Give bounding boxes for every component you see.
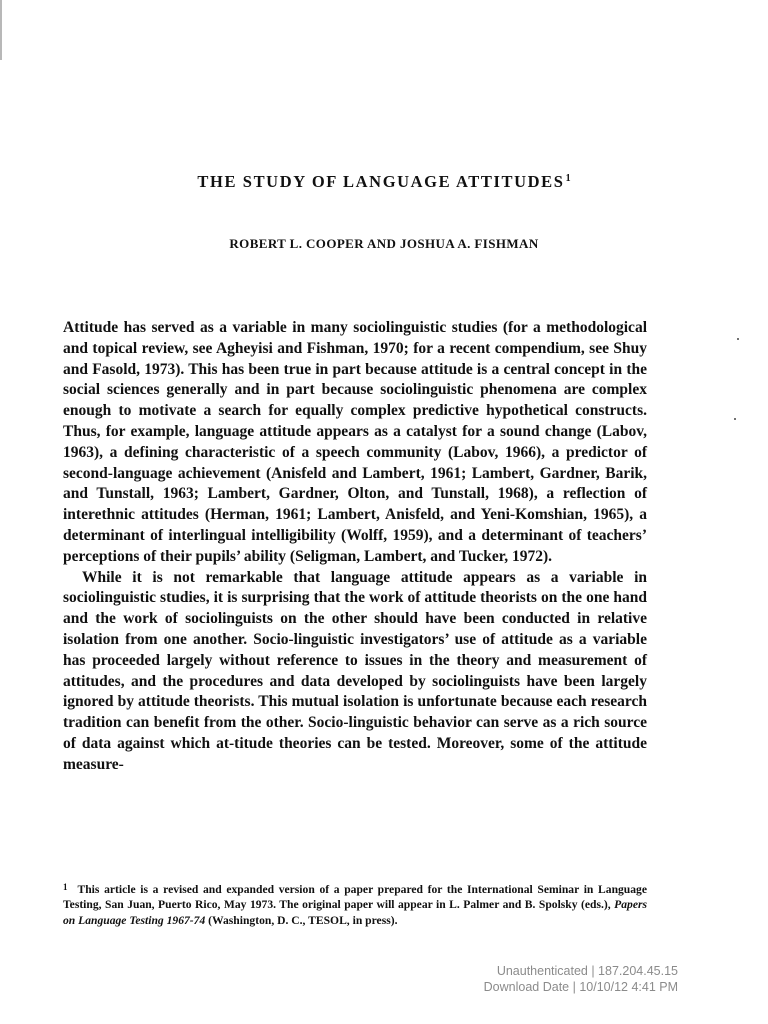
footnote-italic-title: Papers on Language Testing 1967-74 <box>63 898 647 927</box>
paragraph-1: Attitude has served as a variable in many sociolinguistic studies (for a methodological and topical review, see Agheyisi and Fishman, 1970; for a recent compendium, see Shuy and Fasold, 1973). This has been true in part because attitude is a central concept in the social sciences generally and in part because sociolinguistic phenomena are complex enough to motivate a search for equally complex predictive hypothetical constructs. Thus, for example, language attitude appears as a catalyst for a sound change (Labov, 1963), a defining characteristic of a speech community (Labov, 1966), a predictor of second-language achievement (Anisfeld and Lambert, 1961; Lambert, Gardner, Barik, and Tunstall, 1963; Lambert, Gardner, Olton, and Tunstall, 1968), a reflection of interethnic attitudes (Herman, 1961; Lambert, Anisfeld, and Yeni-Komshian, 1965), a determinant of interlingual intelligibility (Wolff, 1959), and a determinant of teachers’ perceptions of their pupils’ ability (Seligman, Lambert, and Tucker, 1972). <box>63 319 647 565</box>
scan-speck <box>734 418 736 420</box>
download-watermark <box>484 963 678 995</box>
watermark-line-1: Unauthenticated | 187.204.45.15 <box>496 964 678 978</box>
authors: ROBERT L. COOPER AND JOSHUA A. FISHMAN <box>229 236 539 251</box>
watermark-line-2: Download Date | 10/10/12 4:41 PM <box>483 980 678 994</box>
footnote-text-before: This article is a revised and expanded version of a paper prepared for the International Seminar in Language Testing, San Juan, Puerto Rico, May 1973. The original paper will appear in L. Palmer and B. Spolsky (eds.), <box>63 883 647 912</box>
body-text <box>63 318 647 776</box>
footnote-text-after: (Washington, D. C., TESOL, in press). <box>208 913 398 927</box>
scan-left-edge <box>0 0 2 60</box>
title-footnote-ref: 1 <box>565 173 571 184</box>
footnote-mark: 1 <box>63 882 68 892</box>
footnote <box>63 880 647 928</box>
title-text: THE STUDY OF LANGUAGE ATTITUDES <box>197 172 565 191</box>
paragraph-2: While it is not remarkable that language attitude appears as a variable in sociolinguistic studies, it is surprising that the work of attitude theorists on the one hand and the work of sociolinguists on the other should have been conducted in relative isolation from one another. Socio-linguistic investigators’ use of attitude as a variable has proceeded largely without reference to issues in the theory and measurement of attitudes, and the procedures and data developed by sociolinguists have been largely ignored by attitude theorists. This mutual isolation is unfortunate because each research tradition can benefit from the other. Socio-linguistic behavior can serve as a rich source of data against which at-titude theories can be tested. Moreover, some of the attitude measure- <box>63 568 647 773</box>
article-title <box>0 172 768 192</box>
scan-speck <box>737 338 739 340</box>
